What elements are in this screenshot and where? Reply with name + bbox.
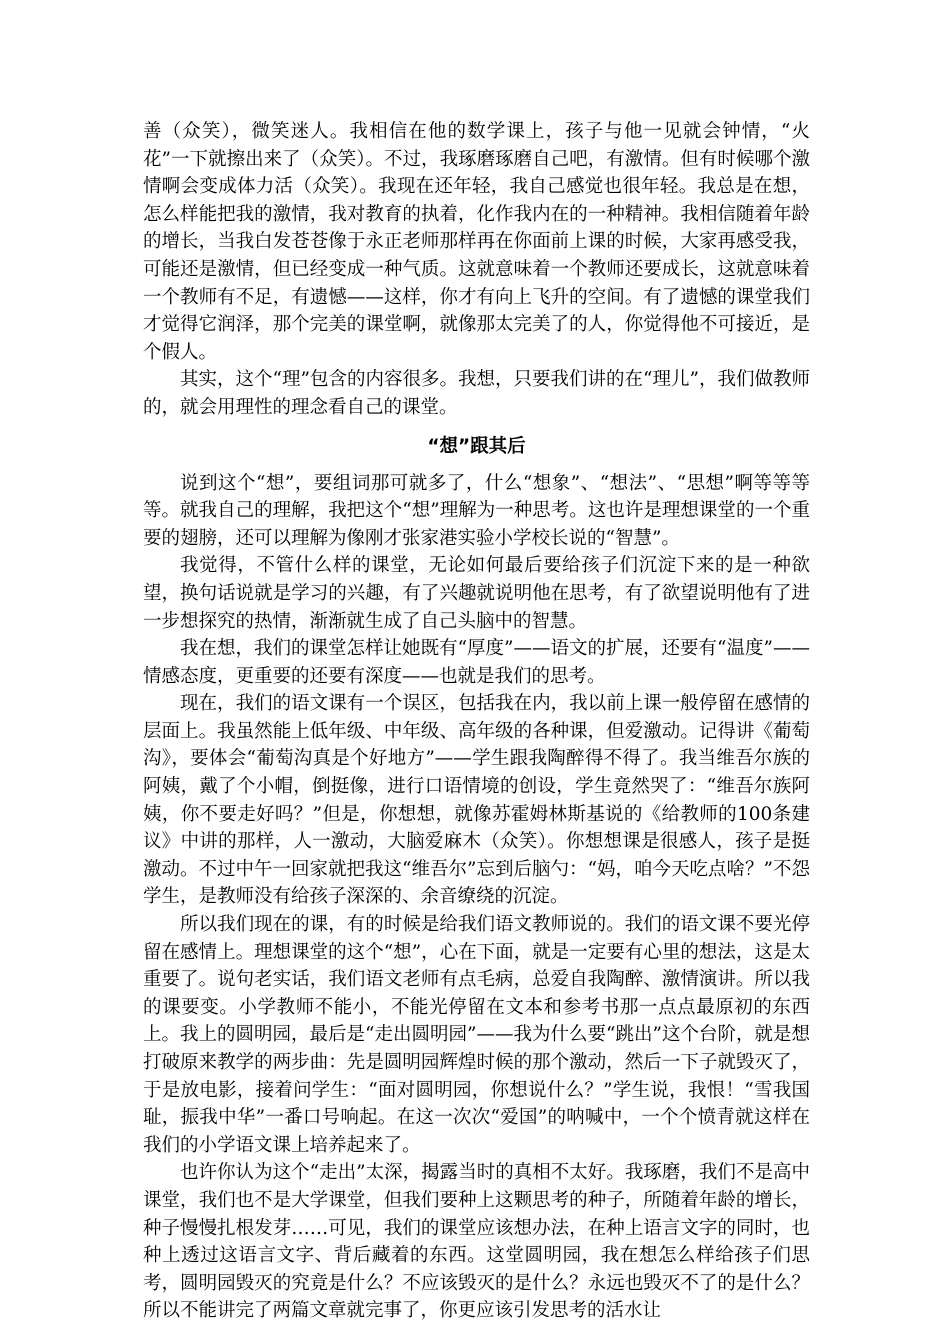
document-page: [143, 118, 810, 1325]
paragraph-continuation: 善（众笑），微笑迷人。我相信在他的数学课上，孩子与他一见就会钟情，“火花”一下就擦出来了（众笑）。不过，我琢磨琢磨自己吧，有激情。但有时候哪个激情啊会变成体力活（众笑）。我现在还年轻，我自己感觉也很年轻。我总是在想，怎么样能把我的激情，我对教育的执着，化作我内在的一种精神。我相信随着年龄的增长，当我白发苍苍像于永正老师那样再在你面前上课的时候，大家再感受我，可能还是激情，但已经变成一种气质。这就意味着一个教师还要成长，这就意味着一个教师有不足，有遗憾——这样，你才有向上飞升的空间。有了遗憾的课堂我们才觉得它润泽，那个完美的课堂啊，就像那太完美了的人，你觉得他不可接近，是个假人。: [143, 121, 810, 363]
paragraph: 所以我们现在的课，有的时候是给我们语文教师说的。我们的语文课不要光停留在感情上。理想课堂的这个“想”，心在下面，就是一定要有心里的想法，这是太重要了。说句老实话，我们语文老师有点毛病，总爱自我陶醉、激情演讲。所以我的课要变。小学教师不能小，不能光停留在文本和参考书那一点点最原初的东西上。我上的圆明园，最后是“走出圆明园”——我为什么要“跳出”这个台阶，就是想打破原来教学的两步曲：先是圆明园辉煌时候的那个激动，然后一下子就毁灭了，于是放电影，接着问学生：“面对圆明园，你想说什么？”学生说，我恨！“雪我国耻，振我中华”一番口号响起。在这一次次“爱国”的呐喊中，一个个愤青就这样在我们的小学语文课上培养起来了。: [143, 914, 810, 1156]
section-heading: “想”跟其后: [427, 435, 526, 457]
paragraph: 也许你认为这个“走出”太深，揭露当时的真相不太好。我琢磨，我们不是高中课堂，我们也不是大学课堂，但我们要种上这颗思考的种子，所随着年龄的增长，种子慢慢扎根发芽……可见，我们的课堂应该想办法，在种上语言文字的同时，也种上透过这语言文字、背后藏着的东西。这堂圆明园，我在想怎么样给孩子们思考，圆明园毁灭的究竟是什么？不应该毁灭的是什么？永远也毁灭不了的是什么？所以不能讲完了两篇文章就完事了，你更应该引发思考的活水让: [143, 1162, 810, 1322]
paragraph: 我觉得，不管什么样的课堂，无论如何最后要给孩子们沉淀下来的是一种欲望，换句话说就是学习的兴趣，有了兴趣就说明他在思考，有了欲望说明他有了进一步想探究的热情，渐渐就生成了自己头脑中的智慧。: [143, 555, 810, 632]
paragraph: 说到这个“想”，要组词那可就多了，什么“想象”、“想法”、“思想”啊等等等等。就我自己的理解，我把这个“想”理解为一种思考。这也许是理想课堂的一个重要的翅膀，还可以理解为像刚才张家港实验小学校长说的“智慧”。: [143, 472, 810, 549]
paragraph: 现在，我们的语文课有一个误区，包括我在内，我以前上课一般停留在感情的层面上。我虽然能上低年级、中年级、高年级的各种课，但爱激动。记得讲《葡萄沟》，要体会“葡萄沟真是个好地方”——学生跟我陶醉得不得了。我当维吾尔族的阿姨，戴了个小帽，倒挺像，进行口语情境的创设，学生竟然哭了：“维吾尔族阿姨，你不要走好吗？”但是，你想想，就像苏霍姆林斯基说的《给教师的100条建议》中讲的那样，人一激动，大脑爱麻木（众笑）。你想想课是很感人，孩子是挺激动。不过中午一回家就把我这“维吾尔”忘到后脑勺：“妈，咱今天吃点啥？”不怨学生，是教师没有给孩子深深的、余音缭绕的沉淀。: [143, 693, 810, 908]
paragraph: 我在想，我们的课堂怎样让她既有“厚度”——语文的扩展，还要有“温度”——情感态度，更重要的还要有深度——也就是我们的思考。: [143, 638, 810, 687]
paragraph: 其实，这个“理”包含的内容很多。我想，只要我们讲的在“理儿”，我们做教师的，就会用理性的理念看自己的课堂。: [143, 369, 810, 418]
